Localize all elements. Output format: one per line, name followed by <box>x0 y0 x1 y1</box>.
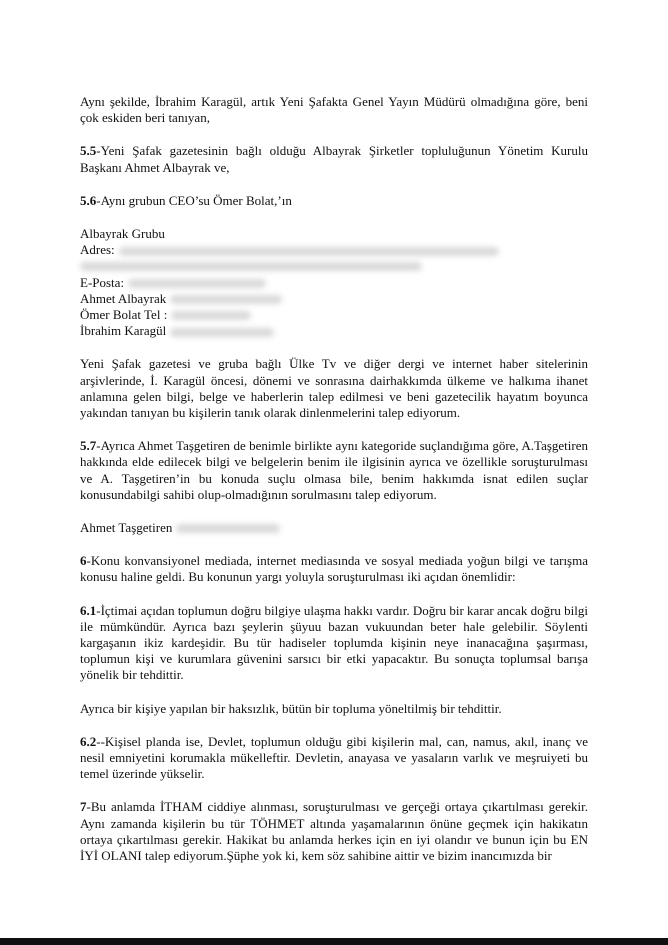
paragraph-7 <box>80 799 588 864</box>
paragraph-injustice: Ayrıca bir kişiye yapılan bir haksızlık, bütün bir topluma yöneltilmiş bir tehdittir. <box>80 700 502 716</box>
paragraph-5-7 <box>80 438 588 503</box>
contact-ahmet: Ahmet Albayrak <box>80 291 588 307</box>
paragraph-text: -Konu konvansiyonel mediada, internet mediasında ve sosyal mediada yoğun bilgi ve tarışma konusu haline geldi. Bu konunun yargı yoluyla soruşturulması iki açıdan önemlidir: <box>80 553 588 585</box>
paragraph-6 <box>80 553 588 585</box>
section-number: 5.5 <box>80 143 97 159</box>
paragraph-5-6 <box>80 193 588 209</box>
redacted-phone <box>176 524 280 533</box>
contact-tasgetiren: Ahmet Taşgetiren <box>80 520 588 536</box>
section-number: 5.7 <box>80 438 97 454</box>
document-page <box>80 94 588 864</box>
paragraph-6-2 <box>80 734 588 783</box>
redacted-email <box>128 279 266 288</box>
section-number: 6.1 <box>80 602 97 618</box>
redacted-phone <box>170 295 282 304</box>
paragraph-text: -Aynı grubun CEO’su Ömer Bolat,’ın <box>96 192 292 208</box>
section-number: 6 <box>80 553 87 569</box>
paragraph-text: --Kişisel planda ise, Devlet, toplumun olduğu gibi kişilerin mal, can, namus, akıl, inanç ve nesil emniyetini korumakla mükelleftir. Devletin, anayasa ve yasaların varlık ve meşruiyeti bu temel üzerinde yükselir. <box>80 733 588 782</box>
paragraph-6-1 <box>80 603 588 684</box>
section-number: 6.2 <box>80 733 97 749</box>
page-bottom-edge <box>0 938 668 945</box>
contact-email: E-Posta: <box>80 275 588 291</box>
contact-block <box>80 226 588 339</box>
contact-ibrahim: İbrahim Karagül <box>80 323 588 339</box>
redacted-phone <box>170 328 274 337</box>
paragraph-karagul: Aynı şekilde, İbrahim Karagül, artık Yeni Şafakta Genel Yayın Müdürü olmadığına göre, beni çok eskiden beri tanıyan, <box>80 94 588 126</box>
paragraph-5-5 <box>80 143 588 175</box>
redacted-phone <box>171 311 251 320</box>
paragraph-text: -Ayrıca Ahmet Taşgetiren de benimle birlikte aynı kategoride suçlandığıma göre, A.Taşgetiren hakkında elde edilecek bilgi ve belgelerin benim ile ilgisinin ayrıca ve özellikle soruşturulması ve A. Taşgetiren’in bu konuda suçlu olmasa bile, benim hakkımda isnat edilen suçlar konusundabilgi sahibi olup-olmadığının sorulmasını talep ediyorum. <box>80 438 588 502</box>
contact-omer: Ömer Bolat Tel : <box>80 307 588 323</box>
redacted-address-cont <box>80 262 422 271</box>
paragraph-text: -Yeni Şafak gazetesinin bağlı olduğu Albayrak Şirketler topluluğunun Yönetim Kurulu Başkanı Ahmet Albayrak ve, <box>80 143 588 175</box>
paragraph-text: -İçtimai açıdan toplumun doğru bilgiye ulaşma hakkı vardır. Doğru bir karar ancak doğru bilgi ile mümkündür. Ayrıca bazı şeylerin şüyuu bazan vukuundan beter hale gelebilir. Söylenti kargaşanın ikiz kardeşidir. Bu tür hadiseler toplumda kişinin neye inanacağına şaşırması, toplumun kişi ve kurumlara güvenini sarsıcı bir etki yapacaktır. Bu sonuçta toplumsal barışa yönelik bir tehdittir. <box>80 602 588 683</box>
section-number: 5.6 <box>80 192 97 208</box>
section-number: 7 <box>80 799 87 815</box>
contact-address-line2 <box>80 258 588 274</box>
paragraph-text: -Bu anlamda İTHAM ciddiye alınması, soruşturulması ve gerçeği ortaya çıkartılması gerekir. Aynı zamanda kişilerin bu tür TÖHMET altında yaşamalarının önüne geçmek için hakikatın ortaya çıkartılması gerekir. Hakikat bu anlamda herkes için en iyi olandır ve bunun için bu EN İYİ OLANI talep ediyorum.Şüphe yok ki, kem söz sahibine aittir ve bizim inancımızda bir <box>80 799 588 863</box>
redacted-address <box>119 247 499 256</box>
contact-company: Albayrak Grubu <box>80 226 165 242</box>
contact-address: Adres: <box>80 242 588 258</box>
paragraph-archives: Yeni Şafak gazetesi ve gruba bağlı Ülke Tv ve diğer dergi ve internet haber sitelerinin arşivlerinde, İ. Karagül öncesi, dönemi ve sonrasına dairhakkımda ülkeme ve halkıma ihanet anlamına gelen bilgi, belge ve haberlerin talep edilmesi ve beni gazetecilik hayatım boyunca yakından tanıyan bu kişilerin tanık olarak dinlenmelerini talep ediyorum. <box>80 356 588 420</box>
